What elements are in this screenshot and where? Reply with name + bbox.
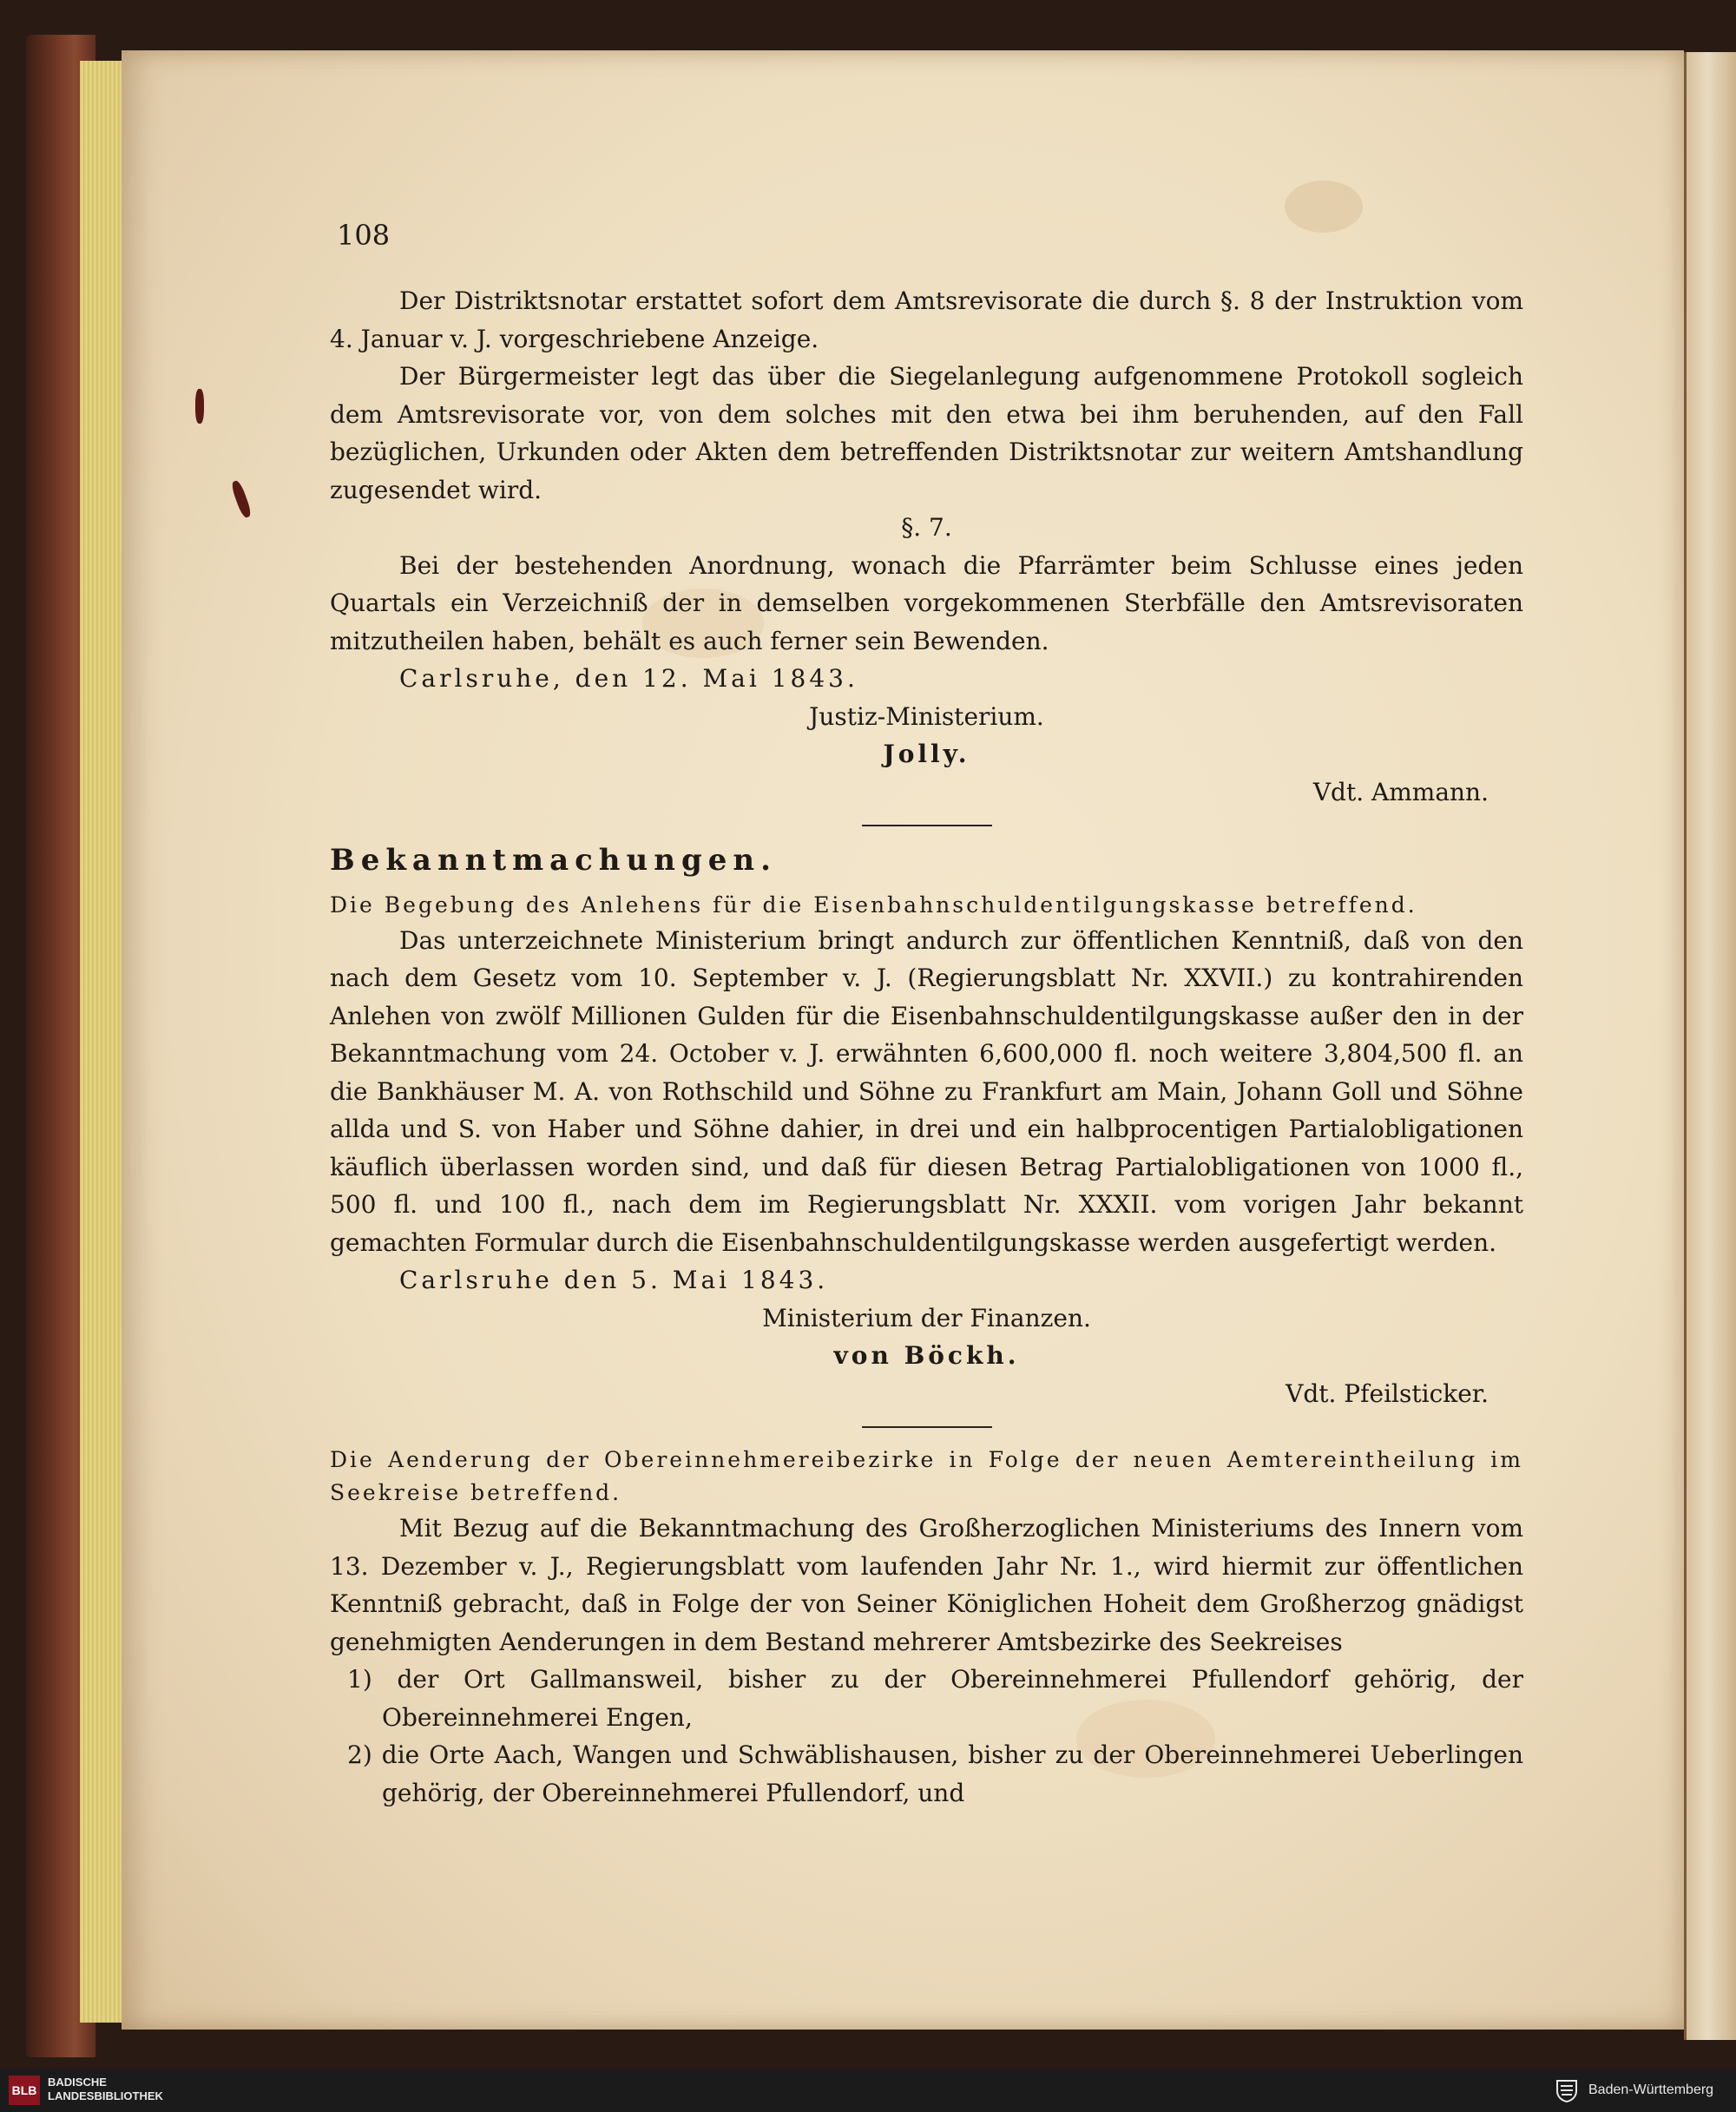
place-date: Carlsruhe, den 12. Mai 1843. <box>399 664 858 693</box>
ink-stain <box>230 479 253 518</box>
next-page-edge <box>1684 52 1736 2040</box>
paragraph: Bei der bestehenden Anordnung, wonach die Pfarrämter beim Schlusse eines jeden Quartals ein Verzeichniß der in demselben vorgekommenen Sterbfälle den Amtsrevisoraten mitzutheilen haben, behält es auch ferner sein Bewenden. <box>330 550 1523 655</box>
paragraph: Mit Bezug auf die Bekanntmachung des Großherzoglichen Ministeriums des Innern vom 13. Dezember v. J., Regierungsblatt vom laufenden Jahr Nr. 1., wird hiermit zur öffentlichen Kenntniß gebracht, daß in Folge der von Seiner Königlichen Hoheit dem Großherzog gnädigst genehmigten Aenderungen in dem Bestand mehrerer Amtsbezirke des Seekreises <box>330 1514 1523 1656</box>
blb-logo[interactable]: BLB <box>9 2076 40 2105</box>
page-number: 108 <box>337 219 391 252</box>
paragraph: Der Bürgermeister legt das über die Siegelanlegung aufgenommene Protokoll sogleich dem Amtsrevisorate vor, von dem solches mit den etwa bei ihm beruhenden, auf den Fall bezüglichen, Urkunden oder Akten dem betreffenden Distriktsnotar zur weitern Amtshandlung zugesendet wird. <box>330 362 1523 504</box>
paragraph: Der Distriktsnotar erstattet sofort dem Amtsrevisorate die durch §. 8 der Instruktion vom 4. Januar v. J. vorgeschriebene Anzeige. <box>330 286 1523 353</box>
countersignature: Vdt. Pfeilsticker. <box>1286 1378 1489 1408</box>
list-item: 1) der Ort Gallmansweil, bisher zu der Obereinnehmerei Pfullendorf gehörig, der Obereinnehmerei Engen, <box>347 1665 1523 1732</box>
state-name[interactable]: Baden-Württemberg <box>1588 2082 1714 2097</box>
section-heading: Bekanntmachungen. <box>330 843 777 878</box>
library-name <box>48 2076 163 2103</box>
library-name-line2: LANDESBIBLIOTHEK <box>48 2089 163 2102</box>
ink-stain <box>195 389 204 424</box>
baden-wuerttemberg-emblem-icon <box>1554 2077 1580 2103</box>
foxing-stain <box>1285 181 1363 233</box>
subject-line: Die Begebung des Anlehens für die Eisenbahnschuldentilgungskasse betreffend. <box>330 892 1417 918</box>
list-item: 2) die Orte Aach, Wangen und Schwäblishausen, bisher zu der Obereinnehmerei Ueberlingen gehörig, der Obereinnehmerei Pfullendorf, und <box>347 1740 1523 1807</box>
place-date: Carlsruhe den 5. Mai 1843. <box>399 1266 829 1294</box>
countersignature: Vdt. Ammann. <box>1312 777 1489 806</box>
section-number: §. 7. <box>901 513 952 542</box>
signature: Jolly. <box>883 740 970 768</box>
signature: von Böckh. <box>833 1341 1020 1370</box>
divider <box>862 1426 992 1428</box>
subject-line: Die Aenderung der Obereinnehmereibezirke in Folge der neuen Aemtereintheilung im Seekreise betreffend. <box>330 1447 1523 1505</box>
paragraph: Das unterzeichnete Ministerium bringt andurch zur öffentlichen Kenntniß, daß von den nach dem Gesetz vom 10. September v. J. (Regierungsblatt Nr. XXVII.) zu kontrahirenden Anlehen von zwölf Millionen Gulden für die Eisenbahnschuldentilgungskasse außer den in der Bekanntmachung vom 24. October v. J. erwähnten 6,600,000 fl. noch weitere 3,804,500 fl. an die Bankhäuser M. A. von Rothschild und Söhne zu Frankfurt am Main, Johann Goll und Söhne allda und S. von Haber und Söhne dahier, in drei und ein halbprocentigen Partialobligationen käuflich überlassen worden sind, und daß für diesen Betrag Partialobligationen von 1000 fl., 500 fl. und 100 fl., nach dem im Regierungsblatt Nr. XXXII. vom vorigen Jahr bekannt gemachten Formular durch die Eisenbahnschuldentilgungskasse werden ausgefertigt werden. <box>330 925 1523 1257</box>
divider <box>862 825 992 826</box>
ministry-name: Ministerium der Finanzen. <box>762 1303 1091 1332</box>
footer-bar <box>0 2069 1736 2112</box>
page-text <box>330 282 1523 1812</box>
library-name-line1: BADISCHE <box>48 2076 107 2089</box>
ministry-name: Justiz-Ministerium. <box>809 701 1044 731</box>
